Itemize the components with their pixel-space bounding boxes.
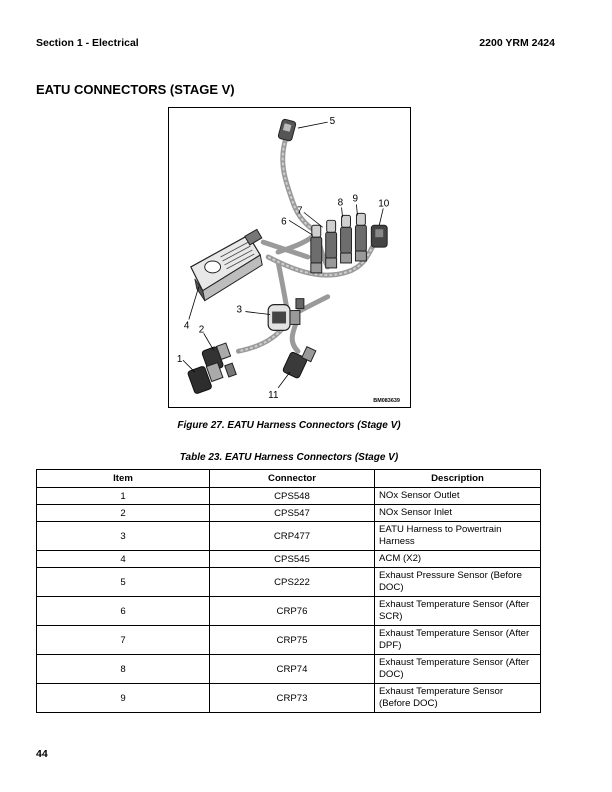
callout-7: 7 bbox=[296, 205, 303, 217]
table-row bbox=[37, 568, 541, 597]
callout-10: 10 bbox=[378, 198, 390, 210]
callout-4: 4 bbox=[183, 320, 190, 332]
callout-11: 11 bbox=[268, 389, 279, 401]
connectors-table bbox=[36, 469, 541, 713]
cell-description: EATU Harness to Powertrain Harness bbox=[375, 522, 541, 551]
harness-cables bbox=[238, 138, 372, 351]
pressure-sensor-connector bbox=[278, 119, 297, 142]
header-document-code: 2200 YRM 2424 bbox=[479, 37, 555, 49]
callout-2: 2 bbox=[198, 324, 205, 336]
cell-description: ACM (X2) bbox=[375, 551, 541, 568]
callout-9: 9 bbox=[352, 193, 358, 205]
table-row bbox=[37, 522, 541, 551]
column-header-description: Description bbox=[375, 470, 541, 488]
nox-sensor-connectors bbox=[187, 343, 236, 394]
cell-connector: CRP76 bbox=[210, 597, 375, 626]
table-row bbox=[37, 655, 541, 684]
cell-item: 7 bbox=[37, 626, 210, 655]
cell-item: 4 bbox=[37, 551, 210, 568]
cell-item: 2 bbox=[37, 505, 210, 522]
callout-3: 3 bbox=[236, 304, 242, 316]
figure-caption: Figure 27. EATU Harness Connectors (Stage V) bbox=[177, 420, 401, 431]
cell-connector: CRP73 bbox=[210, 684, 375, 713]
cell-description: Exhaust Temperature Sensor (After DPF) bbox=[375, 626, 541, 655]
acm-module bbox=[191, 229, 262, 300]
cell-description: Exhaust Temperature Sensor (After DOC) bbox=[375, 655, 541, 684]
cell-description: Exhaust Temperature Sensor (After SCR) bbox=[375, 597, 541, 626]
figure-code: BM083639 bbox=[373, 397, 400, 404]
header-section-label: Section 1 - Electrical bbox=[36, 37, 139, 49]
callout-8: 8 bbox=[337, 197, 344, 209]
callout-1: 1 bbox=[176, 354, 183, 366]
table-row bbox=[37, 684, 541, 713]
callout-6: 6 bbox=[281, 216, 287, 228]
cell-description: NOx Sensor Inlet bbox=[375, 505, 541, 522]
cell-item: 9 bbox=[37, 684, 210, 713]
cell-description: NOx Sensor Outlet bbox=[375, 488, 541, 505]
cell-connector: CPS548 bbox=[210, 488, 375, 505]
temperature-sensor-connectors bbox=[311, 213, 387, 273]
table-caption: Table 23. EATU Harness Connectors (Stage V) bbox=[179, 452, 399, 463]
page-number: 44 bbox=[36, 748, 48, 760]
cell-item: 8 bbox=[37, 655, 210, 684]
table-row bbox=[37, 597, 541, 626]
column-header-item: Item bbox=[37, 470, 210, 488]
cell-connector: CRP75 bbox=[210, 626, 375, 655]
cell-connector: CPS547 bbox=[210, 505, 375, 522]
table-row bbox=[37, 626, 541, 655]
table-row bbox=[37, 551, 541, 568]
cell-connector: CRP74 bbox=[210, 655, 375, 684]
cell-item: 5 bbox=[37, 568, 210, 597]
cell-connector: CPS545 bbox=[210, 551, 375, 568]
cell-item: 3 bbox=[37, 522, 210, 551]
column-header-connector: Connector bbox=[210, 470, 375, 488]
section-title: EATU CONNECTORS (STAGE V) bbox=[36, 82, 235, 97]
cell-connector: CPS222 bbox=[210, 568, 375, 597]
table-row bbox=[37, 488, 541, 505]
table-row bbox=[37, 505, 541, 522]
cell-item: 1 bbox=[37, 488, 210, 505]
harness-illustration bbox=[168, 107, 411, 408]
table-header-row bbox=[37, 470, 541, 488]
cell-item: 6 bbox=[37, 597, 210, 626]
cell-description: Exhaust Pressure Sensor (Before DOC) bbox=[375, 568, 541, 597]
callout-5: 5 bbox=[329, 116, 336, 128]
cell-connector: CRP477 bbox=[210, 522, 375, 551]
cell-description: Exhaust Temperature Sensor (Before DOC) bbox=[375, 684, 541, 713]
